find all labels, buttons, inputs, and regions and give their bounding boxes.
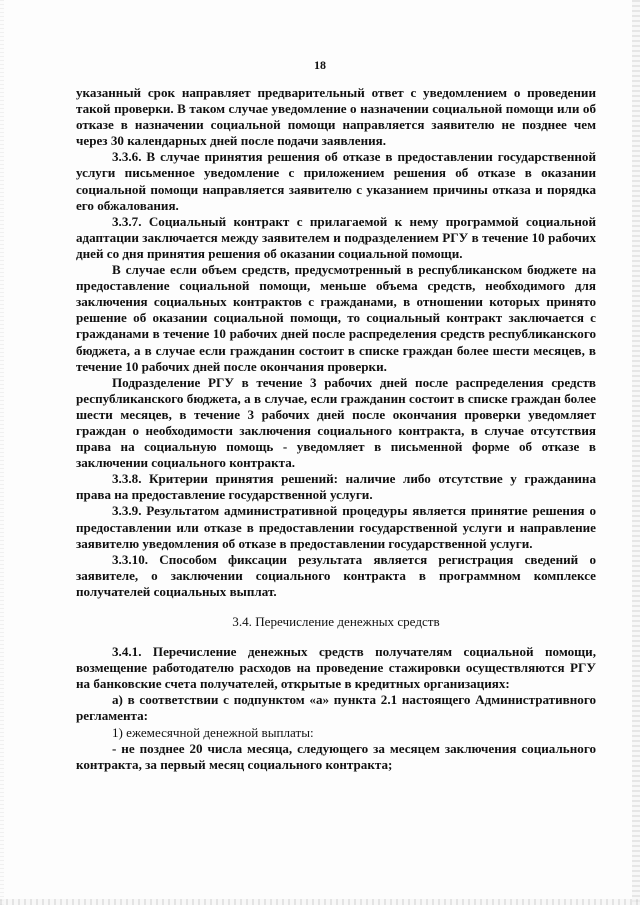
paragraph: а) в соответствии с подпунктом «а» пункта 2.1 настоящего Административного регламента: bbox=[76, 692, 596, 724]
paragraph: 3.3.7. Социальный контракт с прилагаемой к нему программой социальной адаптации заключается между заявителем и подразделением РГУ в течение 10 рабочих дней со дня принятия решения об оказании социальной помощи. bbox=[76, 213, 596, 261]
scan-edge bbox=[0, 899, 640, 905]
paragraph: 3.3.6. В случае принятия решения об отказе в предоставлении государственной услуги письменное уведомление с приложением решения об отказе в оказании социальной помощи направляется заявителю с указанием причины отказа и порядка его обжалования. bbox=[76, 149, 596, 213]
paragraph: 3.3.8. Критерии принятия решений: наличие либо отсутствие у гражданина права на предоставление государственной услуги. bbox=[76, 471, 596, 503]
paragraph: Подразделение РГУ в течение 3 рабочих дней после распределения средств республиканского бюджета, а в случае, если гражданин состоит в списке граждан более шести месяцев, в течение 3 рабочих дней после окончания проверки уведомляет граждан о необходимости заключения социального контракта, в случае отсутствия права на социальную помощь - уведомляет в письменной форме об отказе в заключении социального контракта. bbox=[76, 374, 596, 471]
paragraph: указанный срок направляет предварительный ответ с уведомлением о проведении такой проверки. В таком случае уведомление о назначении социальной помощи или об отказе в назначении социальной помощи направляется заявителю не позднее чем через 30 календарных дней после подачи заявления. bbox=[76, 85, 596, 149]
section-heading: 3.4. Перечисление денежных средств bbox=[232, 614, 440, 629]
paragraph: 3.3.9. Результатом административной процедуры является принятие решения о предоставлении или отказе в предоставлении государственной услуги и направление заявителю уведомления об отказе в предоставлении государственной услуги. bbox=[76, 503, 596, 551]
paragraph: В случае если объем средств, предусмотренный в республиканском бюджете на предоставление социальной помощи, меньше объема средств, необходимого для заключения социальных контрактов с гражданами, в отношении которых принято решение об оказании социальной помощи, то социальный контракт заключается с гражданами в течение 10 рабочих дней после распределения средств республиканского бюджета, а в случае если гражданин состоит в списке граждан более шести месяцев, в течение 10 рабочих дней после окончания проверки. bbox=[76, 262, 596, 374]
paragraph: 1) ежемесячной денежной выплаты: bbox=[112, 724, 314, 740]
page-number: 18 bbox=[314, 58, 326, 72]
paragraph: 3.4.1. Перечисление денежных средств получателям социальной помощи, возмещение работодателю расходов на проведение стажировки осуществляются РГУ на банковские счета получателей, открытые в кредитных организациях: bbox=[76, 644, 596, 692]
paragraph: 3.3.10. Способом фиксации результата является регистрация сведений о заявителе, о заключении социального контракта в программном комплексе получателей социальных выплат. bbox=[76, 551, 596, 599]
scan-edge bbox=[0, 0, 4, 905]
paragraph: - не позднее 20 числа месяца, следующего за месяцем заключения социального контракта, за первый месяц социального контракта; bbox=[76, 740, 596, 772]
document-body bbox=[76, 85, 596, 773]
scan-edge bbox=[632, 0, 640, 905]
